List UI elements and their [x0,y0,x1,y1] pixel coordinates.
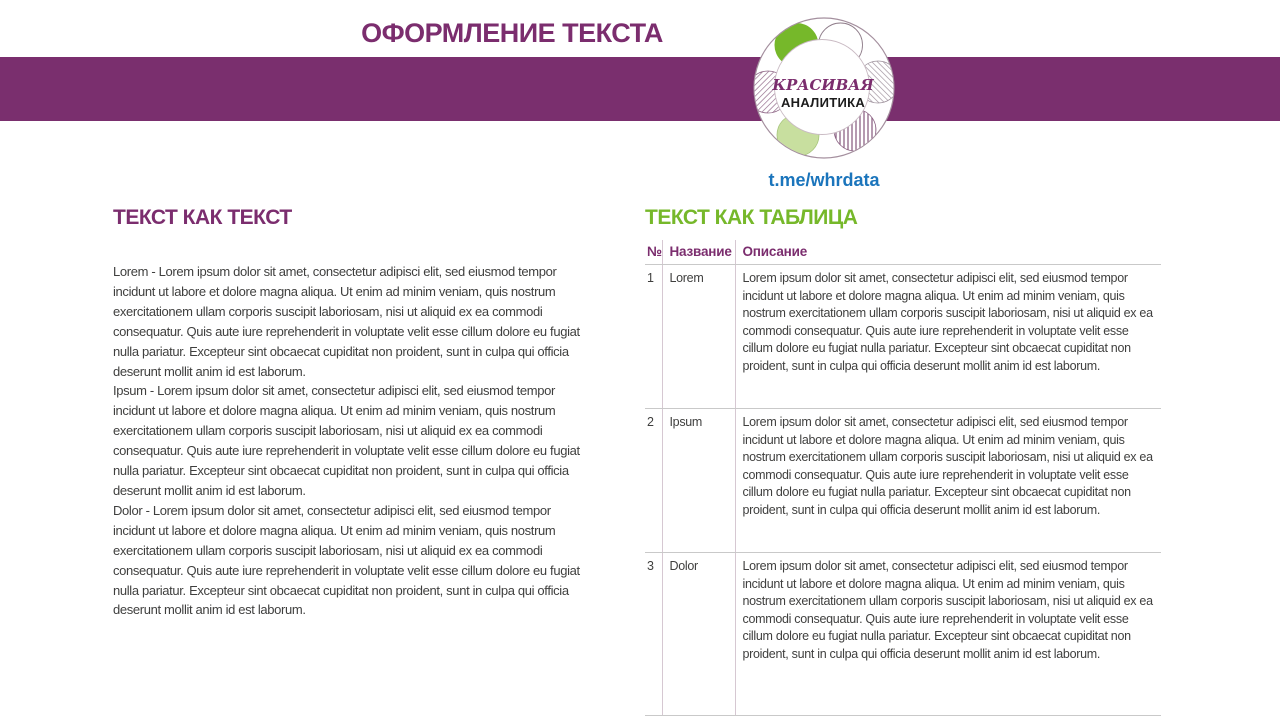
brand-logo [751,15,897,161]
paragraph-lorem: Lorem - Lorem ipsum dolor sit amet, consectetur adipisci elit, sed eiusmod tempor incidunt ut labore et dolore magna aliqua. Ut enim ad minim veniam, quis nostrum exercitationem ullam corporis suscipit laboriosam, nisi ut aliquid ex ea commodi consequatur. Quis aute iure reprehenderit in voluptate velit esse cillum dolore eu fugiat nulla pariatur. Excepteur sint obcaecat cupiditat non proident, sunt in culpa qui officia deserunt mollit anim id est laborum. [113,264,580,379]
table-header-row [645,240,1161,265]
brand-band [0,57,1280,121]
left-section-heading: ТЕКСТ КАК ТЕКСТ [113,206,292,229]
paragraph-ipsum: Ipsum - Lorem ipsum dolor sit amet, consectetur adipisci elit, sed eiusmod tempor incidunt ut labore et dolore magna aliqua. Ut enim ad minim veniam, quis nostrum exercitationem ullam corporis suscipit laboriosam, nisi ut aliquid ex ea commodi consequatur. Quis aute iure reprehenderit in voluptate velit esse cillum dolore eu fugiat nulla pariatur. Excepteur sint obcaecat cupiditat non proident, sunt in culpa qui officia deserunt mollit anim id est laborum. [113,383,580,498]
lorem-table [645,240,1161,716]
cell-description [735,553,1161,716]
telegram-link[interactable]: t.me/whrdata [768,170,880,190]
cell-description-text: Lorem ipsum dolor sit amet, consectetur adipisci elit, sed eiusmod tempor incidunt ut labore et dolore magna aliqua. Ut enim ad minim veniam, quis nostrum exercitationem ullam corporis suscipit laboriosam, nisi ut aliquid ex ea commodi consequatur. Quis aute iure reprehenderit in voluptate velit esse cillum dolore eu fugiat nulla pariatur. Excepteur sint obcaecat cupiditat non proident, sunt in culpa qui officia deserunt mollit anim id est laborum. [742,271,1153,373]
logo-brand-line2: АНАЛИТИКА [780,95,866,110]
right-section-heading: ТЕКСТ КАК ТАБЛИЦА [645,206,858,229]
cell-description [735,265,1161,409]
column-header-description: Описание [735,240,1161,265]
page-title: ОФОРМЛЕНИЕ ТЕКСТА [361,18,663,48]
cell-description-text: Lorem ipsum dolor sit amet, consectetur adipisci elit, sed eiusmod tempor incidunt ut labore et dolore magna aliqua. Ut enim ad minim veniam, quis nostrum exercitationem ullam corporis suscipit laboriosam, nisi ut aliquid ex ea commodi consequatur. Quis aute iure reprehenderit in voluptate velit esse cillum dolore eu fugiat nulla pariatur. Excepteur sint obcaecat cupiditat non proident, sunt in culpa qui officia deserunt mollit anim id est laborum. [742,559,1153,661]
cell-number: 3 [645,553,662,716]
cell-description [735,409,1161,553]
table-row [645,409,1161,553]
cell-number: 1 [645,265,662,409]
cell-number: 2 [645,409,662,553]
table-row [645,553,1161,716]
cell-name: Dolor [662,553,735,716]
cell-description-text: Lorem ipsum dolor sit amet, consectetur adipisci elit, sed eiusmod tempor incidunt ut labore et dolore magna aliqua. Ut enim ad minim veniam, quis nostrum exercitationem ullam corporis suscipit laboriosam, nisi ut aliquid ex ea commodi consequatur. Quis aute iure reprehenderit in voluptate velit esse cillum dolore eu fugiat nulla pariatur. Excepteur sint obcaecat cupiditat non proident, sunt in culpa qui officia deserunt mollit anim id est laborum. [742,415,1153,517]
left-text-block [113,262,593,620]
cell-name: Ipsum [662,409,735,553]
paragraph-dolor: Dolor - Lorem ipsum dolor sit amet, consectetur adipisci elit, sed eiusmod tempor incidunt ut labore et dolore magna aliqua. Ut enim ad minim veniam, quis nostrum exercitationem ullam corporis suscipit laboriosam, nisi ut aliquid ex ea commodi consequatur. Quis aute iure reprehenderit in voluptate velit esse cillum dolore eu fugiat nulla pariatur. Excepteur sint obcaecat cupiditat non proident, sunt in culpa qui officia deserunt mollit anim id est laborum. [113,502,580,618]
column-header-number: № [645,240,662,265]
column-header-name: Название [662,240,735,265]
logo-brand-line1: КРАСИВАЯ [772,76,874,94]
table-row [645,265,1161,409]
cell-name: Lorem [662,265,735,409]
logo-flower-icon [751,18,897,158]
